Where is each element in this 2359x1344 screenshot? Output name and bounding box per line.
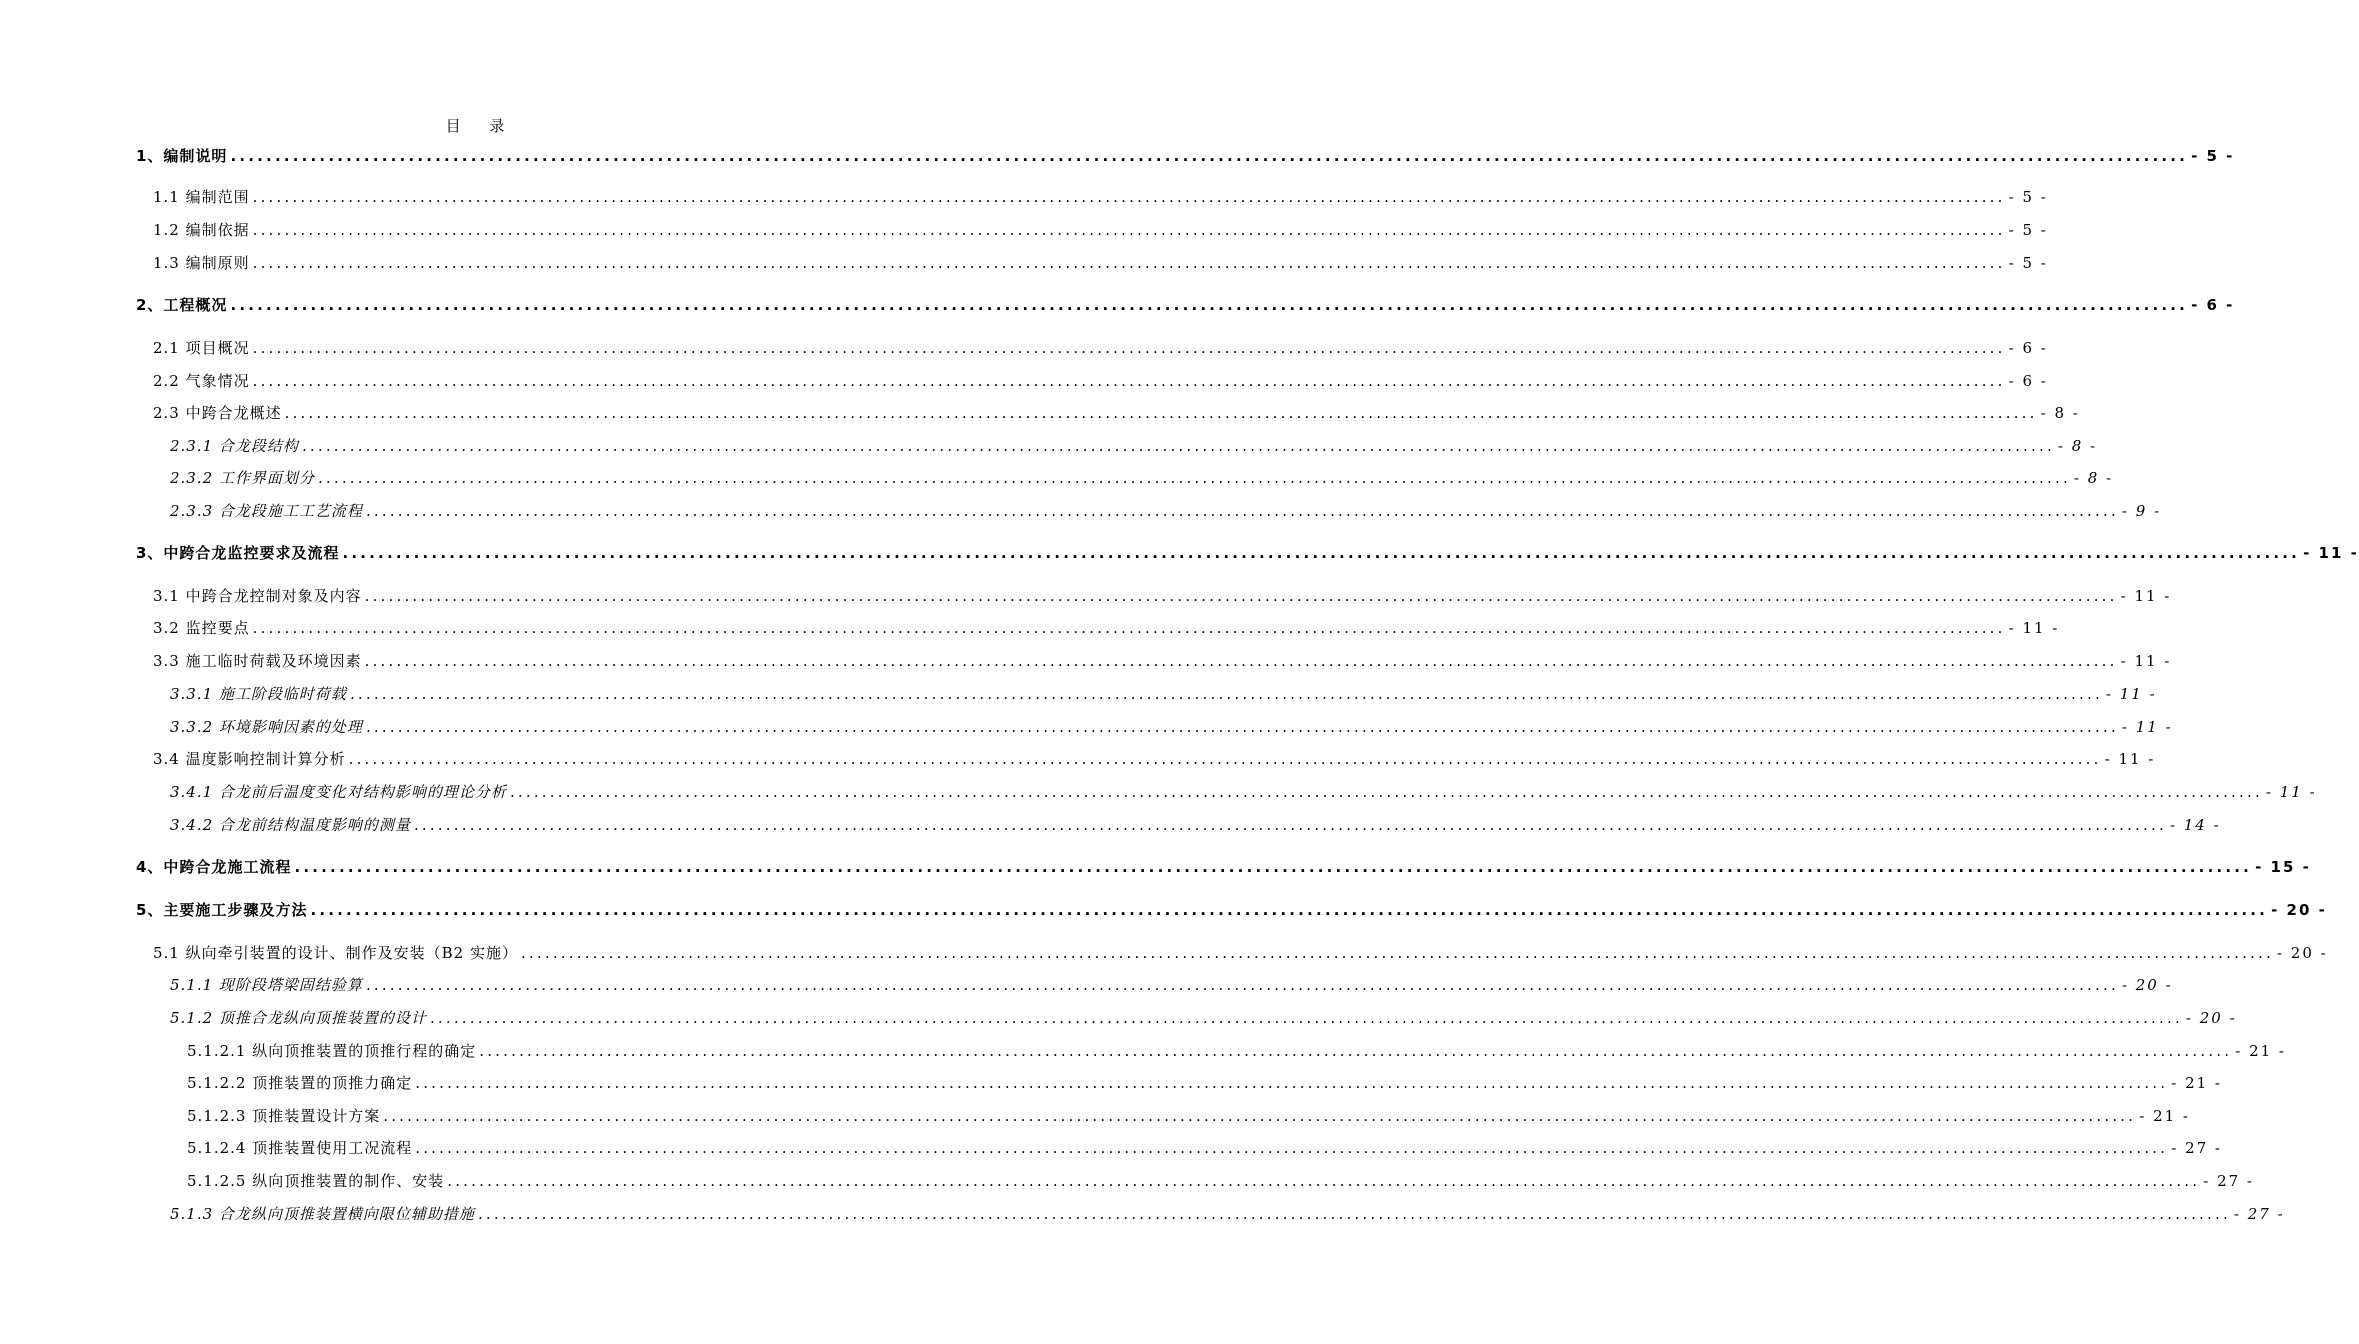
toc-entry-page: - 20 - <box>2185 1009 2237 1027</box>
toc-entry-label: 3.3.1 施工阶段临时荷载 <box>170 685 347 703</box>
toc-entry-page: - 20 - <box>2121 976 2173 994</box>
toc-entry-page: - 5 - <box>2008 221 2048 239</box>
toc-entry[interactable] <box>153 186 2048 208</box>
toc-entry-page: - 8 - <box>2057 437 2098 455</box>
toc-dot-leader: ............................................................................................................................................................................................................................ <box>413 816 2167 834</box>
toc-entry-label: 1.1 编制范围 <box>153 188 250 206</box>
toc-dot-leader: ............................................................................................................................................................................................................................ <box>364 587 2118 605</box>
toc-entry[interactable] <box>153 650 2172 672</box>
toc-entry[interactable] <box>170 974 2173 996</box>
toc-dot-leader: ............................................................................................................................................................................................................................ <box>447 1172 2201 1190</box>
toc-entry-label: 5.1.2.5 纵向顶推装置的制作、安装 <box>187 1172 445 1190</box>
toc-dot-leader: ............................................................................................................................................................................................................................ <box>479 1042 2233 1060</box>
toc-dot-leader: ............................................................................................................................................................................................................................ <box>429 1009 2183 1027</box>
toc-dot-leader: ............................................................................................................................................................................................................................ <box>349 685 2103 703</box>
toc-entry-page: - 27 - <box>2233 1205 2285 1223</box>
toc-entry[interactable] <box>153 370 2048 392</box>
toc-entry-page: - 11 - <box>2120 587 2172 605</box>
toc-entry-label: 5.1.3 合龙纵向顶推装置横向限位辅助措施 <box>170 1205 475 1223</box>
toc-entry[interactable] <box>170 781 2317 803</box>
toc-dot-leader: ............................................................................................................................................................................................................................ <box>252 254 2006 272</box>
toc-entry-label: 3.4 温度影响控制计算分析 <box>153 750 346 768</box>
toc-entry-page: - 11 - <box>2303 544 2359 562</box>
toc-entry[interactable] <box>136 145 2235 167</box>
toc-entry[interactable] <box>153 402 2080 424</box>
toc-dot-leader: ............................................................................................................................................................................................................................ <box>365 976 2119 994</box>
toc-entry[interactable] <box>153 942 2328 964</box>
toc-dot-leader: ............................................................................................................................................................................................................................ <box>252 221 2006 239</box>
toc-entry-label: 5.1.1 现阶段塔梁固结验算 <box>170 976 363 994</box>
toc-dot-leader: ............................................................................................................................................................................................................................ <box>509 783 2263 801</box>
toc-entry-label: 5.1.2 顶推合龙纵向顶推装置的设计 <box>170 1009 427 1027</box>
toc-entry[interactable] <box>170 435 2098 457</box>
toc-entry-label: 2.3 中跨合龙概述 <box>153 404 282 422</box>
toc-entry-page: - 27 - <box>2203 1172 2254 1190</box>
toc-dot-leader: ............................................................................................................................................................................................................................ <box>252 619 2006 637</box>
toc-entry[interactable] <box>170 1203 2285 1225</box>
toc-entry-page: - 8 - <box>2073 469 2114 487</box>
toc-entry[interactable] <box>187 1170 2254 1192</box>
toc-dot-leader: ............................................................................................................................................................................................................................ <box>252 372 2006 390</box>
toc-entry-page: - 20 - <box>2276 944 2328 962</box>
toc-dot-leader: ............................................................................................................................................................................................................................ <box>348 750 2102 768</box>
toc-entry-label: 3.3 施工临时荷载及环境因素 <box>153 652 362 670</box>
toc-entry-page: - 11 - <box>2265 783 2317 801</box>
toc-entry-label: 5.1.2.3 顶推装置设计方案 <box>187 1107 381 1125</box>
toc-entry-label: 2、工程概况 <box>136 296 228 314</box>
toc-dot-leader: ............................................................................................................................................................................................................................ <box>230 296 2189 314</box>
toc-entry-page: - 6 - <box>2008 372 2048 390</box>
toc-entry-page: - 27 - <box>2171 1139 2222 1157</box>
toc-entry-label: 2.2 气象情况 <box>153 372 250 390</box>
toc-entry-page: - 15 - <box>2255 858 2311 876</box>
toc-entry-page: - 5 - <box>2191 147 2235 165</box>
toc-entry-page: - 8 - <box>2040 404 2080 422</box>
toc-entry[interactable] <box>187 1105 2190 1127</box>
toc-dot-leader: ............................................................................................................................................................................................................................ <box>252 188 2006 206</box>
toc-entry-page: - 20 - <box>2271 901 2327 919</box>
toc-entry-page: - 21 - <box>2139 1107 2190 1125</box>
toc-entry[interactable] <box>170 467 2114 489</box>
toc-entry[interactable] <box>170 716 2173 738</box>
toc-entry-page: - 6 - <box>2008 339 2048 357</box>
toc-entry-page: - 21 - <box>2235 1042 2286 1060</box>
toc-entry[interactable] <box>187 1137 2222 1159</box>
toc-entry-page: - 11 - <box>2008 619 2060 637</box>
toc-entry-label: 3.1 中跨合龙控制对象及内容 <box>153 587 362 605</box>
toc-entry-label: 1.3 编制原则 <box>153 254 250 272</box>
toc-entry-label: 2.3.3 合龙段施工工艺流程 <box>170 502 363 520</box>
toc-entry-label: 5.1.2.1 纵向顶推装置的顶推行程的确定 <box>187 1042 477 1060</box>
toc-entry-page: - 11 - <box>2104 750 2156 768</box>
toc-entry[interactable] <box>136 856 2311 878</box>
toc-dot-leader: ............................................................................................................................................................................................................................ <box>301 437 2055 455</box>
toc-entry-page: - 14 - <box>2169 816 2221 834</box>
toc-title: 目 录 <box>445 117 517 135</box>
toc-dot-leader: ............................................................................................................................................................................................................................ <box>520 944 2274 962</box>
toc-entry-page: - 11 - <box>2105 685 2157 703</box>
toc-entry-label: 3、中跨合龙监控要求及流程 <box>136 544 340 562</box>
toc-entry-label: 1、编制说明 <box>136 147 228 165</box>
toc-dot-leader: ............................................................................................................................................................................................................................ <box>477 1205 2231 1223</box>
toc-entry[interactable] <box>187 1072 2222 1094</box>
toc-entry-label: 3.3.2 环境影响因素的处理 <box>170 718 363 736</box>
toc-entry-page: - 5 - <box>2008 188 2048 206</box>
toc-dot-leader: ............................................................................................................................................................................................................................ <box>230 147 2189 165</box>
toc-entry[interactable] <box>153 585 2172 607</box>
toc-entry-label: 5.1.2.4 顶推装置使用工况流程 <box>187 1139 413 1157</box>
toc-entry[interactable] <box>153 748 2156 770</box>
toc-entry-page: - 11 - <box>2120 652 2172 670</box>
toc-dot-leader: ............................................................................................................................................................................................................................ <box>342 544 2301 562</box>
toc-dot-leader: ............................................................................................................................................................................................................................ <box>310 901 2269 919</box>
toc-entry-label: 3.2 监控要点 <box>153 619 250 637</box>
toc-dot-leader: ............................................................................................................................................................................................................................ <box>365 502 2119 520</box>
toc-entry[interactable] <box>170 1007 2237 1029</box>
toc-entry[interactable] <box>153 219 2048 241</box>
toc-entry[interactable] <box>170 500 2162 522</box>
toc-entry-label: 1.2 编制依据 <box>153 221 250 239</box>
toc-entry[interactable] <box>170 683 2157 705</box>
toc-dot-leader: ............................................................................................................................................................................................................................ <box>317 469 2071 487</box>
toc-dot-leader: ............................................................................................................................................................................................................................ <box>252 339 2006 357</box>
toc-dot-leader: ............................................................................................................................................................................................................................ <box>383 1107 2137 1125</box>
toc-entry-label: 5.1 纵向牵引装置的设计、制作及安装（B2 实施） <box>153 944 518 962</box>
toc-dot-leader: ............................................................................................................................................................................................................................ <box>284 404 2038 422</box>
toc-entry-label: 5、主要施工步骤及方法 <box>136 901 308 919</box>
toc-entry-label: 4、中跨合龙施工流程 <box>136 858 292 876</box>
toc-entry-label: 2.1 项目概况 <box>153 339 250 357</box>
toc-entry[interactable] <box>187 1040 2286 1062</box>
toc-dot-leader: ............................................................................................................................................................................................................................ <box>294 858 2253 876</box>
toc-dot-leader: ............................................................................................................................................................................................................................ <box>364 652 2118 670</box>
toc-entry[interactable] <box>153 252 2048 274</box>
toc-dot-leader: ............................................................................................................................................................................................................................ <box>365 718 2119 736</box>
toc-entry[interactable] <box>170 814 2221 836</box>
toc-entry[interactable] <box>153 617 2060 639</box>
toc-dot-leader: ............................................................................................................................................................................................................................ <box>415 1139 2169 1157</box>
toc-entry-page: - 5 - <box>2008 254 2048 272</box>
toc-entry[interactable] <box>136 899 2327 921</box>
toc-entry-label: 5.1.2.2 顶推装置的顶推力确定 <box>187 1074 413 1092</box>
toc-entry-page: - 6 - <box>2191 296 2235 314</box>
toc-entry-label: 3.4.2 合龙前结构温度影响的测量 <box>170 816 411 834</box>
toc-entry-label: 2.3.2 工作界面划分 <box>170 469 315 487</box>
toc-entry-page: - 11 - <box>2121 718 2173 736</box>
toc-entry[interactable] <box>153 337 2048 359</box>
toc-entry-label: 2.3.1 合龙段结构 <box>170 437 299 455</box>
toc-entry-page: - 21 - <box>2171 1074 2222 1092</box>
toc-entry[interactable] <box>136 294 2235 316</box>
toc-entry-label: 3.4.1 合龙前后温度变化对结构影响的理论分析 <box>170 783 507 801</box>
toc-dot-leader: ............................................................................................................................................................................................................................ <box>415 1074 2169 1092</box>
toc-entry-page: - 9 - <box>2121 502 2162 520</box>
toc-entry[interactable] <box>136 542 2359 564</box>
